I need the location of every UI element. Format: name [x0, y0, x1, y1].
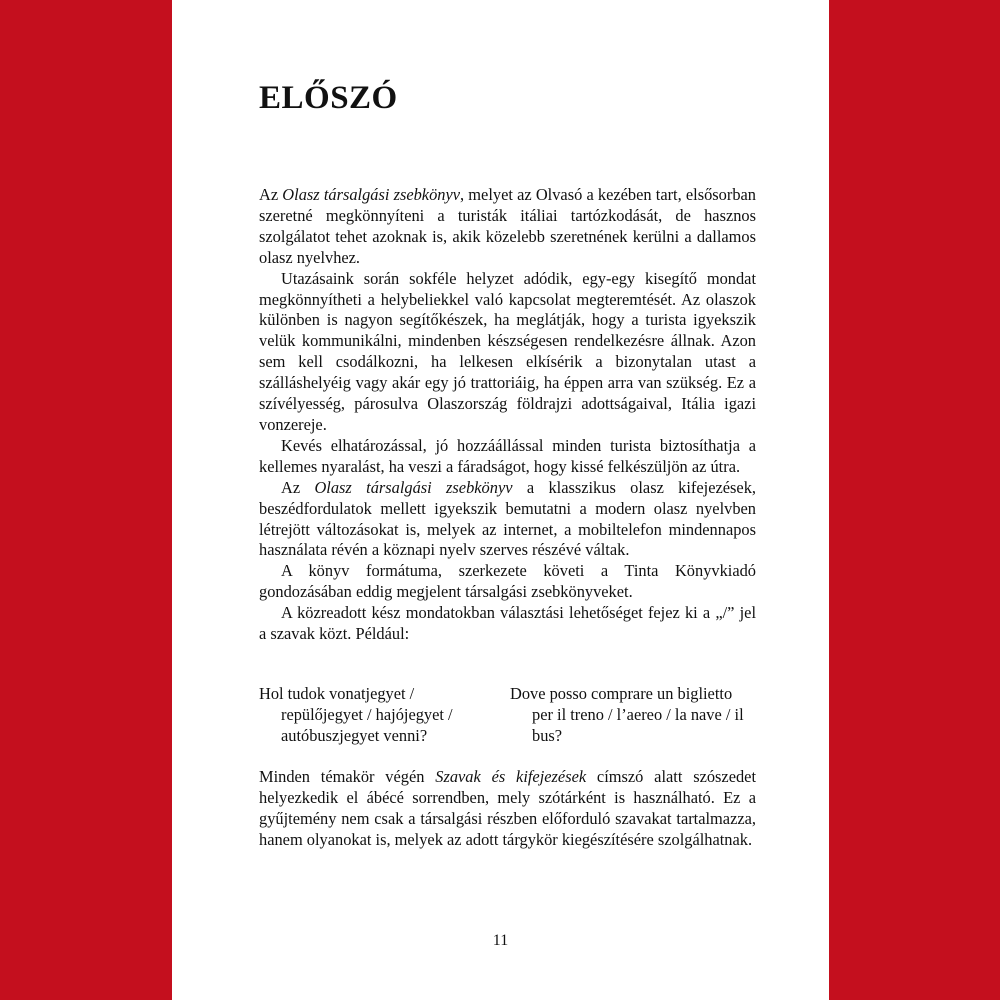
- book-title-italic: Olasz társalgási zsebkönyv: [314, 477, 513, 497]
- paragraph-text: Az: [281, 477, 315, 497]
- left-red-band: [0, 0, 172, 1000]
- paragraph-1: [259, 185, 756, 269]
- book-title-italic: Olasz társalgási zsebkönyv: [282, 185, 461, 204]
- paragraph-3: Kevés elhatározással, jó hozzáállással minden turista biztosíthatja a kellemes nyaralást, ha veszi a fáradságot, hogy kissé felkészüljön az útra.: [259, 435, 756, 476]
- paragraph-text: , melyet az Olvasó a kezében tart, elsősorban szeretné megkönnyíteni a turisták itáliai tartózkodását, de hasznos szolgálatot tehet azoknak is, akik közelebb szeretnének kerülni a dallamos olasz nyelvhez.: [259, 185, 756, 267]
- paragraph-text: a klasszikus olasz kifejezések, beszédfordulatok mellett igyekszik bemutatni a modern olasz nyelvben létrejött változásokat is, melyek az internet, a mobiltelefon mindennapos használata révén a köznapi nyelv szerves részévé váltak.: [259, 477, 756, 560]
- paragraph-4: [259, 478, 756, 562]
- closing-text: [259, 767, 756, 851]
- paragraph-text: Az: [259, 185, 283, 204]
- paragraph-6: A közreadott kész mondatokban választási lehetőséget fejez ki a „/” jel a szavak közt. Például:: [259, 603, 756, 644]
- example-italian: [510, 684, 756, 747]
- body-text: [259, 185, 756, 645]
- example-hungarian: [259, 684, 494, 747]
- book-page: [172, 0, 829, 1000]
- paragraph-5: A könyv formátuma, szerkezete követi a Tinta Könyvkiadó gondozásában eddig megjelent társalgási zsebkönyveket.: [259, 561, 756, 602]
- paragraph-text: címszó alatt szószedet helyezkedik el ábécé sorrendben, mely szótárként is használható. Ez a gyűjtemény nem csak a társalgási részben előforduló szavakat tartalmazza, hanem olyanokat is, melyek az adott tárgykör kiegészítésére szolgálhatnak.: [259, 767, 756, 849]
- paragraph-text: Minden témakör végén: [259, 767, 436, 786]
- section-title-italic: Szavak és kifejezések: [435, 767, 587, 786]
- right-red-band: [829, 0, 1000, 1000]
- page-number: 11: [492, 932, 509, 949]
- example-hungarian-text: Hol tudok vonatjegyet / repülőjegyet / hajójegyet / autóbuszjegyet venni?: [259, 684, 453, 745]
- page-title: ELŐSZÓ: [259, 80, 398, 116]
- paragraph-2: Utazásaink során sokféle helyzet adódik, egy-egy kisegítő mondat megkönnyítheti a helybeliekkel való kapcsolat megteremtését. Az olaszok különben is nagyon segítőkészek, ha meglátják, hogy a turista igyekszik velük kommunikálni, mindenben készségesen rendelkezésre állnak. Azon sem kell csodálkozni, ha lelkesen elkísérik a bizonytalan utast a szálláshelyéig vagy akár egy jó trattoriáig, ha éppen arra van szükség. Ez a szívélyesség, párosulva Olaszország földrajzi adottságaival, Itália igazi vonzereje.: [259, 268, 756, 434]
- example-italian-text: Dove posso comprare un biglietto per il treno / l’aereo / la nave / il bus?: [510, 684, 744, 745]
- closing-paragraph: [259, 767, 756, 851]
